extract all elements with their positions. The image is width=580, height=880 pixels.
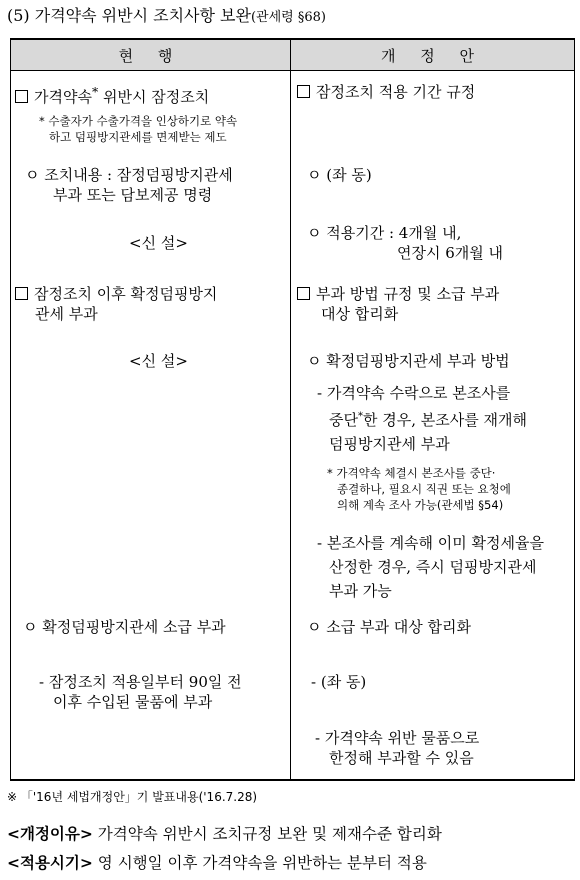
revised-item-7: - 본조사를 계속해 이미 확정세율을 산정한 경우, 즉시 덤핑방지관세 부과 가능 [317, 534, 545, 600]
current-item-5: - 잠정조치 적용일부터 90일 전 이후 수입된 물품에 부과 [39, 673, 242, 711]
revised-item-4: 부과 방법 규정 및 소급 부과 대상 합리화 [297, 284, 499, 324]
table-body-row [11, 71, 575, 781]
revised-item-2: ㅇ (좌 동) [307, 166, 372, 184]
effective-date [7, 851, 427, 875]
revised-item-6: - 가격약속 수락으로 본조사를 중단*한 경우, 본조사를 재개해 덤핑방지관세 부과 [317, 384, 527, 453]
section-title-ref: (관세령 §68) [250, 10, 326, 25]
revision-reason [7, 822, 442, 846]
section-title [7, 4, 577, 30]
current-item-2: ㅇ 조치내용 : 잠정덤핑방지관세 부과 또는 담보제공 명령 [25, 166, 233, 204]
section-title-main: (5) 가격약속 위반시 조치사항 보완 [7, 6, 251, 25]
header-revised: 개 정 안 [291, 39, 575, 71]
current-new-1: <신 설> [129, 234, 188, 252]
current-item-1: 가격약속* 위반시 잠정조치 [15, 82, 209, 107]
current-new-2: <신 설> [129, 352, 188, 370]
revised-item-5: ㅇ 확정덤핑방지관세 부과 방법 [307, 352, 510, 370]
revised-item-9: - (좌 동) [311, 673, 367, 691]
effective-date-text: 영 시행일 이후 가격약속을 위반하는 분부터 적용 [92, 854, 427, 872]
revised-item-8: ㅇ 소급 부과 대상 합리화 [307, 618, 471, 636]
current-note-1: * 수출자가 수출가격을 인상하기로 약속 하고 덤핑방지관세를 면제받는 제도 [39, 114, 238, 144]
header-current: 현 행 [11, 39, 291, 71]
checkbox-square-icon [15, 90, 28, 103]
comparison-table [10, 38, 575, 781]
checkbox-square-icon [297, 287, 310, 300]
checkbox-square-icon [15, 287, 28, 300]
revised-item-3: ㅇ 적용기간 : 4개월 내, 연장시 6개월 내 [307, 224, 504, 262]
checkbox-square-icon [297, 85, 310, 98]
table-header-row [11, 39, 575, 71]
effective-date-label: <적용시기> [7, 854, 93, 872]
current-item-3: 잠정조치 이후 확정덤핑방지 관세 부과 [15, 284, 217, 324]
footnote: ※ 「'16년 세법개정안」기 발표내용('16.7.28) [7, 790, 258, 804]
current-item-4: ㅇ 확정덤핑방지관세 소급 부과 [23, 618, 226, 636]
revised-note-2: * 가격약속 체결시 본조사를 중단· 종결하나, 필요시 직권 또는 요청에 의해 계속 조사 가능(관세법 §54) [327, 466, 511, 512]
revised-item-10: - 가격약속 위반 물품으로 한정해 부과할 수 있음 [315, 729, 480, 767]
revised-column [291, 71, 575, 781]
revised-item-1: 잠정조치 적용 기간 규정 [297, 82, 475, 102]
revision-reason-text: 가격약속 위반시 조치규정 보완 및 제재수준 합리화 [92, 825, 442, 843]
revision-reason-label: <개정이유> [7, 825, 93, 843]
current-column [11, 71, 291, 781]
